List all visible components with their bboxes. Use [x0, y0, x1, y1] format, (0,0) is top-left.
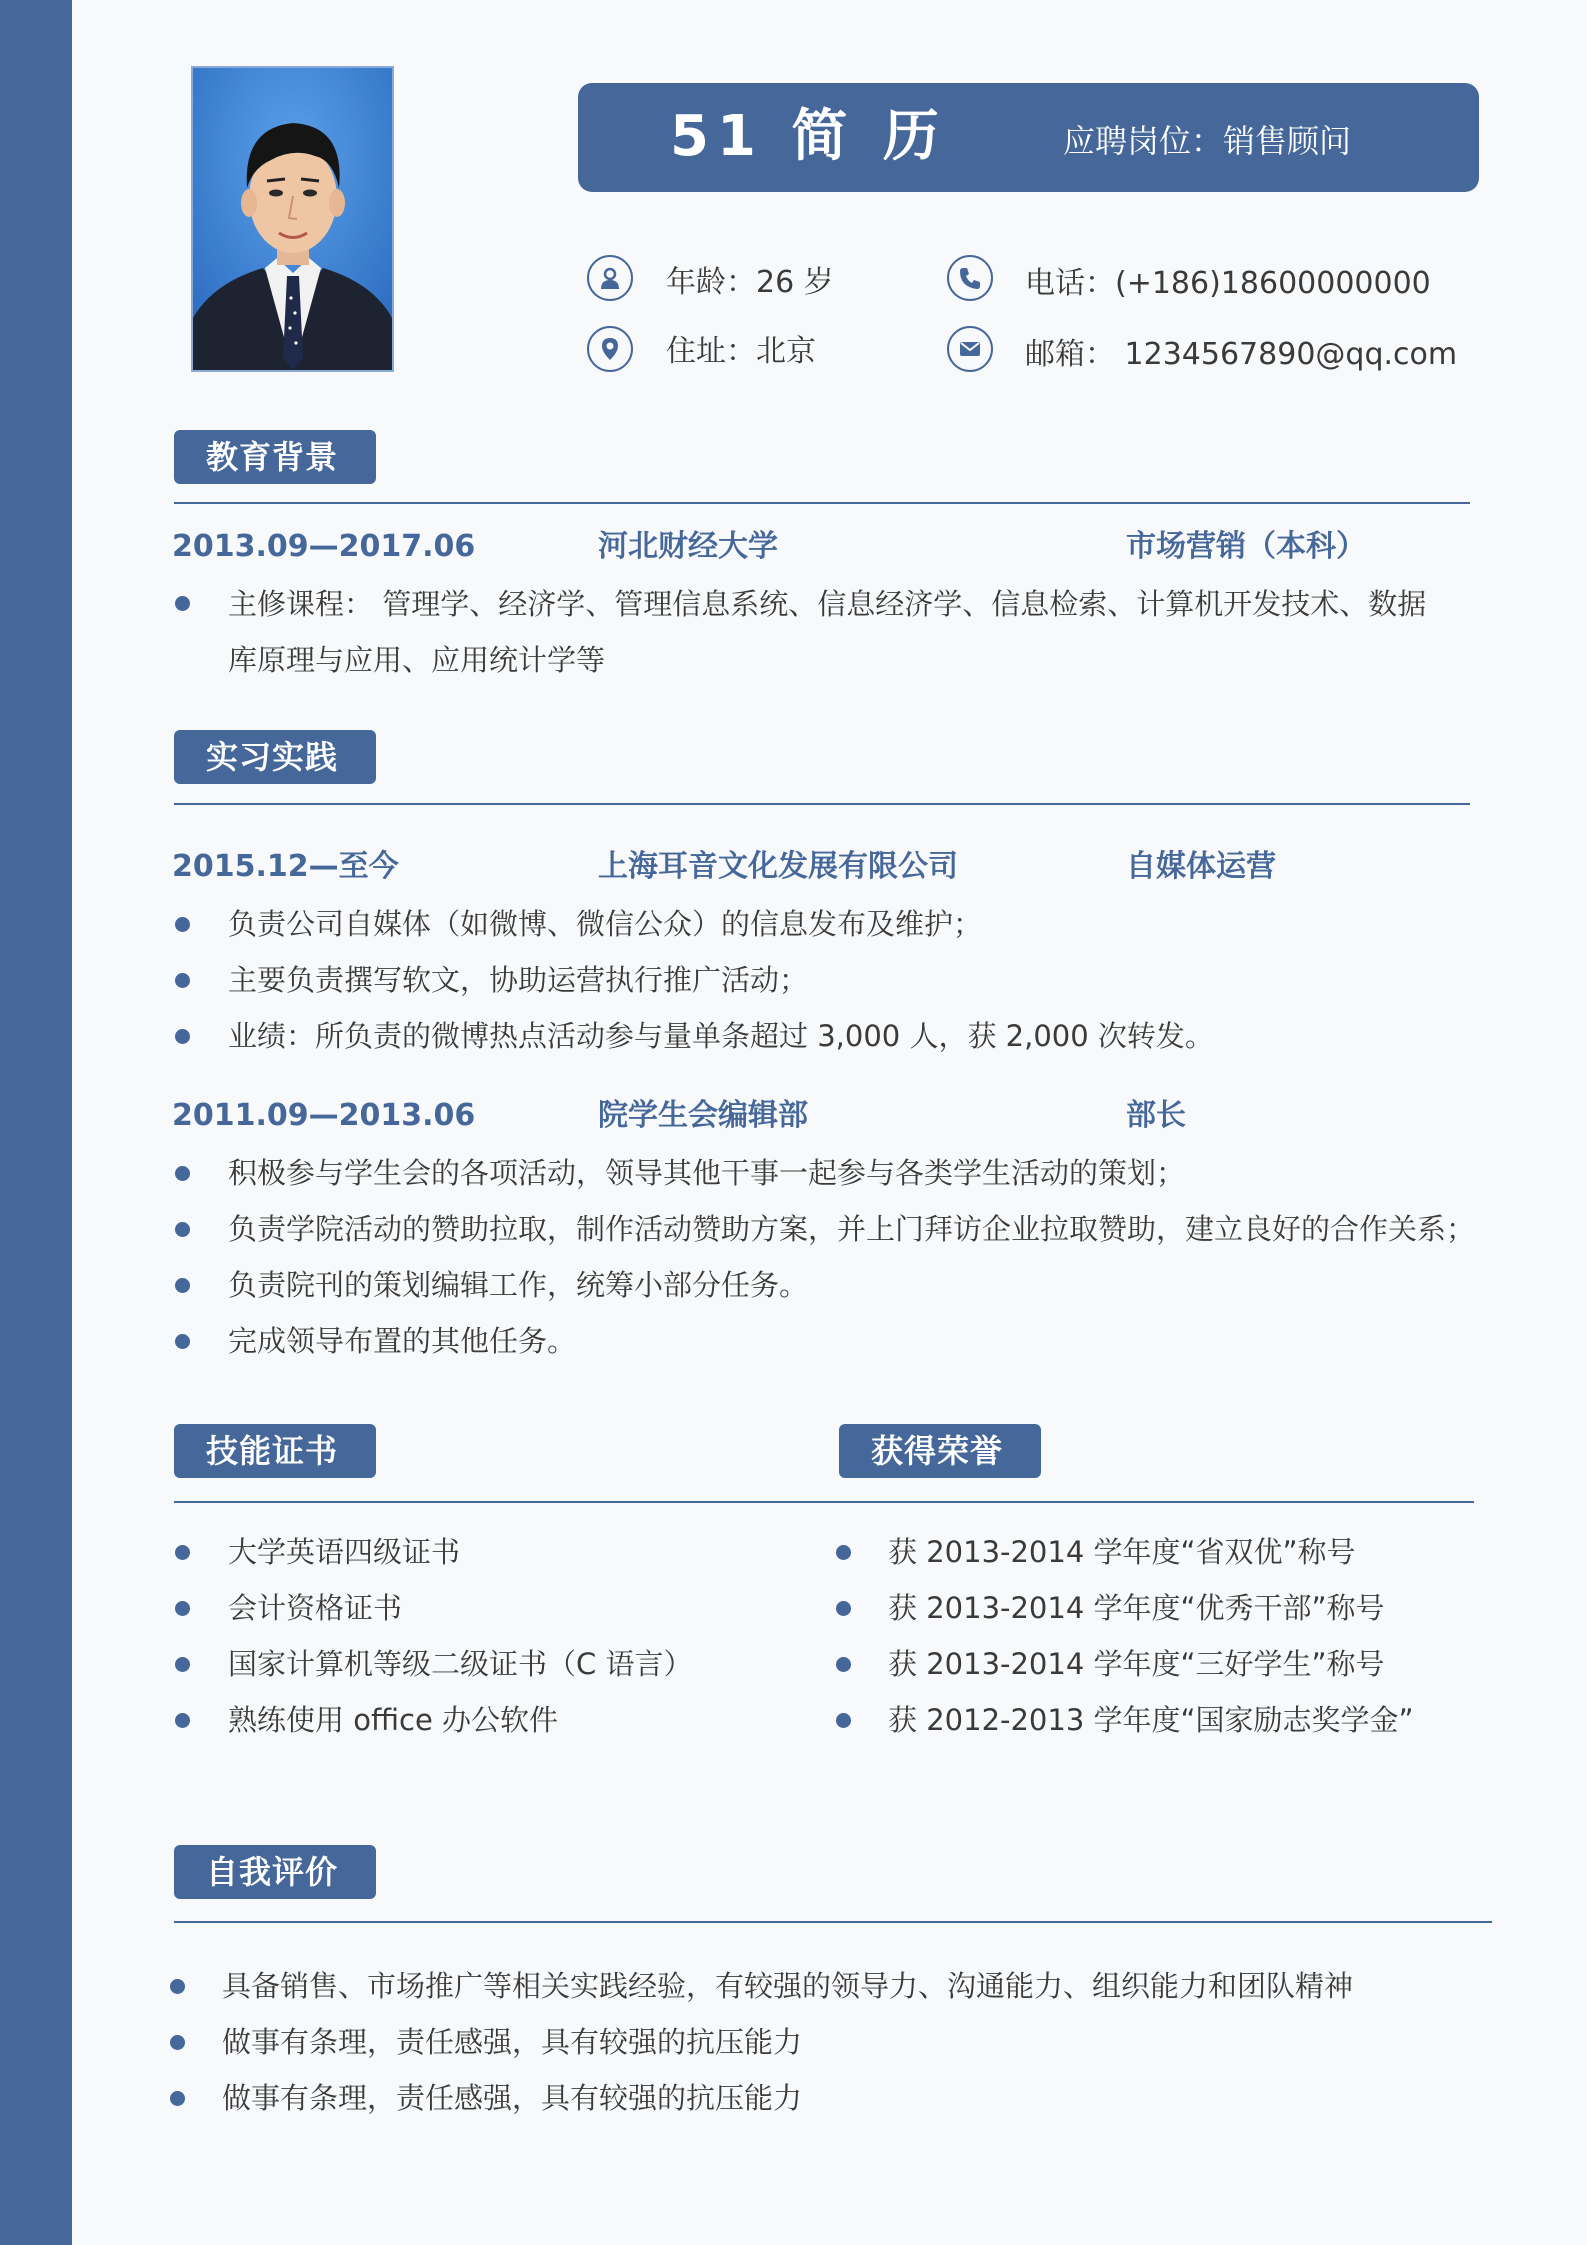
- envelope-icon: [947, 326, 993, 372]
- job-duty: 业绩：所负责的微博热点活动参与量单条超过 3,000 人，获 2,000 次转发。: [228, 1019, 1214, 1053]
- bullet-dot: [175, 1029, 190, 1044]
- honor-item: 获 2013-2014 学年度“优秀干部”称号: [888, 1591, 1385, 1625]
- self-eval-item: 做事有条理，责任感强，具有较强的抗压能力: [222, 2025, 803, 2059]
- honor-item: 获 2013-2014 学年度“省双优”称号: [888, 1535, 1356, 1569]
- section-heading-honors: 获得荣誉: [839, 1424, 1041, 1478]
- phone-text: 电话：(+186)18600000000: [1025, 266, 1431, 301]
- bullet-dot: [170, 1979, 185, 1994]
- location-pin-icon: [587, 326, 633, 372]
- section-heading-self-evaluation: 自我评价: [174, 1845, 376, 1899]
- honor-item: 获 2013-2014 学年度“三好学生”称号: [888, 1647, 1385, 1681]
- skill-item: 熟练使用 office 办公软件: [228, 1703, 559, 1737]
- resume-title: 51 简 历: [670, 104, 947, 169]
- section-divider: [174, 502, 1470, 504]
- job-period: 2015.12—至今: [172, 849, 399, 884]
- bullet-dot: [175, 1334, 190, 1349]
- section-heading-internship: 实习实践: [174, 730, 376, 784]
- section-divider: [174, 1501, 1474, 1503]
- section-divider: [174, 803, 1470, 805]
- age-text: 年龄：26 岁: [666, 265, 834, 300]
- title-banner: [578, 83, 1479, 192]
- applied-position: 应聘岗位：销售顾问: [1063, 122, 1352, 160]
- phone-icon: [947, 255, 993, 301]
- person-icon: [587, 255, 633, 301]
- education-period: 2013.09—2017.06: [172, 529, 476, 564]
- bullet-dot: [836, 1545, 851, 1560]
- side-accent-bar: [0, 0, 72, 2245]
- bullet-dot: [170, 2035, 185, 2050]
- job-org: 上海耳音文化发展有限公司: [598, 849, 958, 884]
- bullet-dot: [836, 1713, 851, 1728]
- job-period: 2011.09—2013.06: [172, 1098, 476, 1133]
- job-duty: 负责学院活动的赞助拉取，制作活动赞助方案，并上门拜访企业拉取赞助，建立良好的合作关系；: [228, 1212, 1476, 1246]
- job-duty: 主要负责撰写软文，协助运营执行推广活动；: [228, 963, 809, 997]
- skill-item: 大学英语四级证书: [228, 1535, 461, 1569]
- education-school: 河北财经大学: [598, 529, 778, 564]
- honor-item: 获 2012-2013 学年度“国家励志奖学金”: [888, 1703, 1414, 1737]
- education-major: 市场营销（本科）: [1126, 529, 1366, 564]
- self-eval-item: 具备销售、市场推广等相关实践经验，有较强的领导力、沟通能力、组织能力和团队精神: [222, 1969, 1354, 2003]
- bullet-dot: [175, 1657, 190, 1672]
- profile-photo: [191, 66, 394, 372]
- section-heading-skills: 技能证书: [174, 1424, 376, 1478]
- self-eval-item: 做事有条理，责任感强，具有较强的抗压能力: [222, 2081, 803, 2115]
- address-text: 住址：北京: [666, 334, 816, 369]
- section-divider: [174, 1921, 1492, 1923]
- bullet-dot: [175, 1713, 190, 1728]
- bullet-dot: [175, 917, 190, 932]
- bullet-dot: [175, 1601, 190, 1616]
- job-role: 部长: [1126, 1098, 1186, 1133]
- bullet-dot: [175, 973, 190, 988]
- section-heading-education: 教育背景: [174, 430, 376, 484]
- job-duty: 积极参与学生会的各项活动，领导其他干事一起参与各类学生活动的策划；: [228, 1156, 1186, 1190]
- bullet-dot: [175, 1278, 190, 1293]
- bullet-dot: [175, 596, 190, 611]
- bullet-dot: [175, 1222, 190, 1237]
- job-duty: 负责公司自媒体（如微博、微信公众）的信息发布及维护；: [228, 907, 983, 941]
- bullet-dot: [175, 1166, 190, 1181]
- job-duty: 负责院刊的策划编辑工作，统筹小部分任务。: [228, 1268, 809, 1302]
- education-courses-line2: 库原理与应用、应用统计学等: [228, 643, 606, 677]
- bullet-dot: [175, 1545, 190, 1560]
- skill-item: 会计资格证书: [228, 1591, 403, 1625]
- job-duty: 完成领导布置的其他任务。: [228, 1324, 577, 1358]
- bullet-dot: [170, 2091, 185, 2106]
- bullet-dot: [836, 1601, 851, 1616]
- email-text: 邮箱： 1234567890@qq.com: [1025, 337, 1458, 372]
- education-courses-line1: 主修课程： 管理学、经济学、管理信息系统、信息经济学、信息检索、计算机开发技术、数据: [228, 587, 1427, 621]
- job-org: 院学生会编辑部: [598, 1098, 808, 1133]
- skill-item: 国家计算机等级二级证书（C 语言）: [228, 1647, 693, 1681]
- bullet-dot: [836, 1657, 851, 1672]
- job-role: 自媒体运营: [1126, 849, 1276, 884]
